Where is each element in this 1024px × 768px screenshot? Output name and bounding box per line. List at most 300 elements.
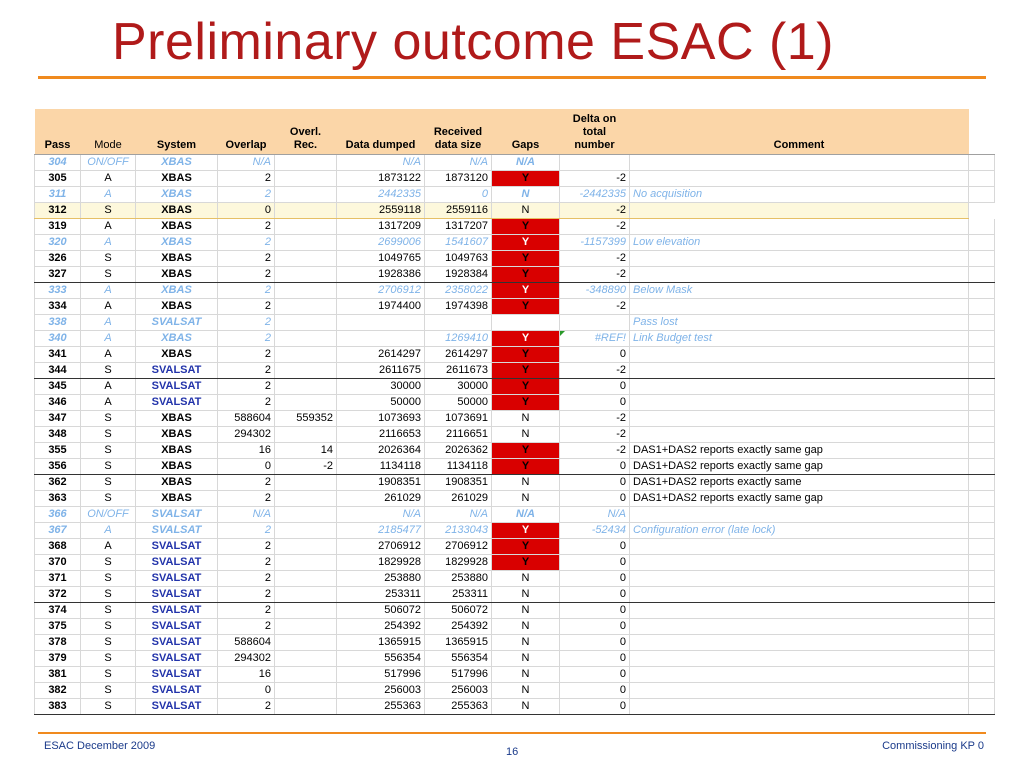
cell-dumped: 1873122 [337, 171, 425, 187]
cell-mode: S [81, 411, 136, 427]
cell-comment [630, 555, 969, 571]
cell-pass: 367 [35, 523, 81, 539]
cell-overlap: 16 [218, 443, 275, 459]
cell-comment [630, 651, 969, 667]
cell-gaps: N/A [492, 507, 560, 523]
header-delta: Delta on total number [560, 109, 630, 155]
cell-comment: Pass lost [630, 315, 969, 331]
cell-comment: Low elevation [630, 235, 969, 251]
cell-overl [275, 251, 337, 267]
cell-overl [275, 699, 337, 715]
cell-overl [275, 267, 337, 283]
cell-gaps: N [492, 491, 560, 507]
cell-overl [275, 155, 337, 171]
cell-mode: S [81, 427, 136, 443]
cell-overl [275, 379, 337, 395]
table-row [35, 315, 995, 331]
cell-system: XBAS [136, 251, 218, 267]
cell-pass: 326 [35, 251, 81, 267]
cell-system: XBAS [136, 235, 218, 251]
cell-dumped: 556354 [337, 651, 425, 667]
header-system: System [136, 109, 218, 155]
cell-delta: 0 [560, 571, 630, 587]
cell-dumped: 506072 [337, 603, 425, 619]
cell-filler [969, 203, 995, 219]
cell-delta: -2 [560, 411, 630, 427]
cell-system: XBAS [136, 411, 218, 427]
cell-dumped: 1829928 [337, 555, 425, 571]
cell-pass: 327 [35, 267, 81, 283]
table-row [35, 475, 995, 491]
cell-delta: 0 [560, 395, 630, 411]
cell-gaps: Y [492, 219, 560, 235]
cell-delta: -2 [560, 171, 630, 187]
cell-overlap: 2 [218, 299, 275, 315]
cell-dumped: 50000 [337, 395, 425, 411]
cell-dumped: 2559118 [337, 203, 425, 219]
cell-system: XBAS [136, 459, 218, 475]
table-row [35, 219, 995, 235]
table-row [35, 395, 995, 411]
cell-overl [275, 331, 337, 347]
cell-overlap: 2 [218, 347, 275, 363]
table-row [35, 619, 995, 635]
table-row [35, 523, 995, 539]
cell-system: SVALSAT [136, 555, 218, 571]
table-row [35, 379, 995, 395]
cell-gaps: Y [492, 235, 560, 251]
cell-dumped: 30000 [337, 379, 425, 395]
cell-filler [969, 299, 995, 315]
cell-gaps: N [492, 619, 560, 635]
cell-overlap: 16 [218, 667, 275, 683]
table-row [35, 427, 995, 443]
cell-overlap: 2 [218, 379, 275, 395]
cell-pass: 333 [35, 283, 81, 299]
cell-received: 2614297 [425, 347, 492, 363]
cell-comment [630, 251, 969, 267]
table-row [35, 411, 995, 427]
cell-received: 1928384 [425, 267, 492, 283]
cell-dumped: 255363 [337, 699, 425, 715]
cell-filler [969, 475, 995, 491]
cell-mode: S [81, 555, 136, 571]
table-row [35, 443, 995, 459]
cell-mode: S [81, 587, 136, 603]
cell-comment: DAS1+DAS2 reports exactly same gap [630, 443, 969, 459]
cell-filler [969, 235, 995, 251]
cell-received: 2026362 [425, 443, 492, 459]
cell-overlap: N/A [218, 507, 275, 523]
cell-dumped: 2614297 [337, 347, 425, 363]
cell-mode: A [81, 299, 136, 315]
cell-pass: 379 [35, 651, 81, 667]
cell-overlap: 2 [218, 619, 275, 635]
cell-system: SVALSAT [136, 379, 218, 395]
cell-mode: S [81, 491, 136, 507]
cell-system: XBAS [136, 155, 218, 171]
cell-filler [969, 331, 995, 347]
cell-overl [275, 427, 337, 443]
cell-comment [630, 203, 969, 219]
cell-pass: 382 [35, 683, 81, 699]
cell-comment: Link Budget test [630, 331, 969, 347]
cell-system: SVALSAT [136, 667, 218, 683]
cell-delta: 0 [560, 347, 630, 363]
cell-filler [969, 699, 995, 715]
cell-filler [969, 219, 995, 235]
cell-comment: DAS1+DAS2 reports exactly same gap [630, 459, 969, 475]
cell-overl [275, 619, 337, 635]
cell-system: SVALSAT [136, 683, 218, 699]
cell-mode: S [81, 443, 136, 459]
cell-dumped: 1928386 [337, 267, 425, 283]
cell-pass: 356 [35, 459, 81, 475]
cell-dumped: 254392 [337, 619, 425, 635]
cell-overlap: 294302 [218, 427, 275, 443]
cell-overl [275, 555, 337, 571]
cell-comment [630, 299, 969, 315]
cell-received: 2358022 [425, 283, 492, 299]
cell-overlap: 2 [218, 571, 275, 587]
cell-received: 506072 [425, 603, 492, 619]
cell-pass: 378 [35, 635, 81, 651]
cell-dumped: 1365915 [337, 635, 425, 651]
cell-mode: S [81, 699, 136, 715]
cell-received: 1908351 [425, 475, 492, 491]
cell-filler [969, 251, 995, 267]
cell-gaps: N [492, 635, 560, 651]
cell-overl [275, 651, 337, 667]
cell-gaps: N [492, 667, 560, 683]
cell-received: 254392 [425, 619, 492, 635]
cell-pass: 345 [35, 379, 81, 395]
cell-gaps [492, 315, 560, 331]
cell-overl [275, 539, 337, 555]
cell-filler [969, 427, 995, 443]
cell-mode: S [81, 475, 136, 491]
cell-gaps: Y [492, 267, 560, 283]
cell-mode: A [81, 379, 136, 395]
cell-mode: S [81, 635, 136, 651]
cell-received: 1269410 [425, 331, 492, 347]
cell-delta: #REF! [560, 331, 630, 347]
cell-gaps: N [492, 651, 560, 667]
cell-received: 1049763 [425, 251, 492, 267]
cell-system: XBAS [136, 219, 218, 235]
header-pass: Pass [35, 109, 81, 155]
cell-filler [969, 539, 995, 555]
table-row [35, 491, 995, 507]
cell-overl [275, 523, 337, 539]
cell-delta: -2 [560, 363, 630, 379]
cell-overl [275, 667, 337, 683]
cell-pass: 347 [35, 411, 81, 427]
cell-overl [275, 187, 337, 203]
cell-filler [969, 683, 995, 699]
cell-mode: ON/OFF [81, 155, 136, 171]
cell-dumped: 253311 [337, 587, 425, 603]
cell-delta: -2 [560, 443, 630, 459]
cell-mode: A [81, 283, 136, 299]
cell-received: 517996 [425, 667, 492, 683]
cell-mode: A [81, 315, 136, 331]
cell-received: 50000 [425, 395, 492, 411]
cell-mode: A [81, 523, 136, 539]
table-row [35, 171, 995, 187]
cell-system: SVALSAT [136, 363, 218, 379]
cell-delta: -2 [560, 219, 630, 235]
cell-system: SVALSAT [136, 507, 218, 523]
cell-received: 2559116 [425, 203, 492, 219]
table-row [35, 603, 995, 619]
cell-filler [969, 507, 995, 523]
cell-filler [969, 187, 995, 203]
cell-pass: 344 [35, 363, 81, 379]
cell-filler [969, 523, 995, 539]
cell-mode: A [81, 539, 136, 555]
cell-system: SVALSAT [136, 523, 218, 539]
cell-pass: 340 [35, 331, 81, 347]
cell-overlap: 2 [218, 587, 275, 603]
header-mode: Mode [81, 109, 136, 155]
cell-comment [630, 635, 969, 651]
cell-overlap: 0 [218, 683, 275, 699]
cell-received: 261029 [425, 491, 492, 507]
cell-system: XBAS [136, 347, 218, 363]
cell-comment [630, 363, 969, 379]
cell-system: XBAS [136, 299, 218, 315]
cell-received: 1873120 [425, 171, 492, 187]
cell-system: SVALSAT [136, 587, 218, 603]
cell-pass: 319 [35, 219, 81, 235]
cell-system: SVALSAT [136, 651, 218, 667]
cell-mode: S [81, 651, 136, 667]
cell-mode: S [81, 459, 136, 475]
cell-filler [969, 571, 995, 587]
cell-filler [969, 283, 995, 299]
pass-outcome-table [34, 109, 995, 715]
cell-overlap: 2 [218, 187, 275, 203]
cell-overlap: 2 [218, 539, 275, 555]
cell-received [425, 315, 492, 331]
cell-dumped: 517996 [337, 667, 425, 683]
cell-comment [630, 379, 969, 395]
cell-comment [630, 571, 969, 587]
cell-overl [275, 171, 337, 187]
cell-system: SVALSAT [136, 539, 218, 555]
cell-filler [969, 347, 995, 363]
cell-mode: A [81, 219, 136, 235]
cell-received: 256003 [425, 683, 492, 699]
cell-overl [275, 475, 337, 491]
cell-mode: A [81, 171, 136, 187]
cell-overlap: 2 [218, 219, 275, 235]
cell-overlap: 2 [218, 491, 275, 507]
cell-delta: 0 [560, 539, 630, 555]
cell-pass: 348 [35, 427, 81, 443]
cell-gaps: Y [492, 459, 560, 475]
cell-overlap: 588604 [218, 635, 275, 651]
cell-comment: DAS1+DAS2 reports exactly same [630, 475, 969, 491]
header-gaps: Gaps [492, 109, 560, 155]
cell-mode: S [81, 619, 136, 635]
cell-overlap: 2 [218, 699, 275, 715]
cell-gaps: N [492, 475, 560, 491]
header-received-size: Received data size [425, 109, 492, 155]
cell-dumped: 1073693 [337, 411, 425, 427]
cell-gaps: N [492, 203, 560, 219]
header-overl-rec: Overl. Rec. [275, 109, 337, 155]
cell-comment: DAS1+DAS2 reports exactly same gap [630, 491, 969, 507]
cell-comment [630, 619, 969, 635]
footer-rule [38, 732, 986, 734]
cell-overlap: 588604 [218, 411, 275, 427]
cell-delta: 0 [560, 459, 630, 475]
table-row [35, 571, 995, 587]
cell-gaps: N [492, 187, 560, 203]
cell-delta: 0 [560, 587, 630, 603]
cell-pass: 362 [35, 475, 81, 491]
cell-pass: 383 [35, 699, 81, 715]
cell-system: SVALSAT [136, 571, 218, 587]
cell-received: 1317207 [425, 219, 492, 235]
cell-overlap: 2 [218, 363, 275, 379]
cell-overl [275, 587, 337, 603]
cell-gaps: N [492, 603, 560, 619]
cell-mode: A [81, 395, 136, 411]
cell-delta: -52434 [560, 523, 630, 539]
cell-received: 2611673 [425, 363, 492, 379]
cell-pass: 304 [35, 155, 81, 171]
cell-mode: S [81, 363, 136, 379]
cell-overl [275, 683, 337, 699]
cell-pass: 334 [35, 299, 81, 315]
header-data-dumped: Data dumped [337, 109, 425, 155]
cell-dumped: 256003 [337, 683, 425, 699]
table-row [35, 459, 995, 475]
cell-delta: -2442335 [560, 187, 630, 203]
cell-dumped: N/A [337, 155, 425, 171]
cell-mode: S [81, 267, 136, 283]
cell-mode: S [81, 251, 136, 267]
cell-received: 255363 [425, 699, 492, 715]
cell-gaps: Y [492, 395, 560, 411]
cell-comment [630, 395, 969, 411]
cell-overl [275, 299, 337, 315]
cell-pass: 320 [35, 235, 81, 251]
cell-delta: -1157399 [560, 235, 630, 251]
cell-pass: 346 [35, 395, 81, 411]
cell-gaps: Y [492, 379, 560, 395]
cell-comment [630, 603, 969, 619]
cell-filler [969, 603, 995, 619]
cell-system: XBAS [136, 283, 218, 299]
cell-dumped: 2026364 [337, 443, 425, 459]
cell-filler [969, 315, 995, 331]
cell-overlap: 2 [218, 395, 275, 411]
cell-pass: 381 [35, 667, 81, 683]
table-row [35, 203, 995, 219]
cell-gaps: Y [492, 443, 560, 459]
cell-overl [275, 507, 337, 523]
cell-dumped: 2706912 [337, 283, 425, 299]
cell-delta: 0 [560, 491, 630, 507]
cell-delta: 0 [560, 603, 630, 619]
cell-gaps: Y [492, 347, 560, 363]
table-row [35, 683, 995, 699]
cell-overl [275, 283, 337, 299]
cell-overl [275, 395, 337, 411]
cell-overlap: 2 [218, 283, 275, 299]
table-row [35, 539, 995, 555]
table-row [35, 235, 995, 251]
cell-gaps: N/A [492, 155, 560, 171]
header-overlap: Overlap [218, 109, 275, 155]
cell-comment [630, 155, 969, 171]
cell-system: SVALSAT [136, 395, 218, 411]
cell-received: 1541607 [425, 235, 492, 251]
cell-comment: No acquisition [630, 187, 969, 203]
cell-delta: 0 [560, 651, 630, 667]
table-row [35, 507, 995, 523]
cell-comment [630, 171, 969, 187]
cell-pass: 305 [35, 171, 81, 187]
cell-received: 253880 [425, 571, 492, 587]
table-row [35, 651, 995, 667]
cell-received: 2706912 [425, 539, 492, 555]
cell-mode: A [81, 235, 136, 251]
cell-filler [969, 411, 995, 427]
cell-pass: 370 [35, 555, 81, 571]
cell-pass: 338 [35, 315, 81, 331]
cell-overlap: 2 [218, 523, 275, 539]
footer-right-text: Commissioning KP 0 [882, 740, 984, 752]
cell-filler [969, 635, 995, 651]
cell-system: XBAS [136, 443, 218, 459]
cell-pass: 341 [35, 347, 81, 363]
cell-filler [969, 379, 995, 395]
cell-received: 1073691 [425, 411, 492, 427]
cell-dumped: 1908351 [337, 475, 425, 491]
cell-gaps: Y [492, 539, 560, 555]
cell-delta: 0 [560, 683, 630, 699]
table-row [35, 267, 995, 283]
cell-overlap: 0 [218, 203, 275, 219]
cell-comment [630, 219, 969, 235]
cell-overlap: 2 [218, 331, 275, 347]
cell-gaps: N [492, 571, 560, 587]
cell-received: N/A [425, 155, 492, 171]
cell-comment [630, 587, 969, 603]
cell-overlap: 2 [218, 235, 275, 251]
cell-system: SVALSAT [136, 619, 218, 635]
cell-received: 30000 [425, 379, 492, 395]
cell-overlap: 2 [218, 267, 275, 283]
cell-received: 1829928 [425, 555, 492, 571]
cell-comment [630, 539, 969, 555]
cell-filler [969, 363, 995, 379]
cell-system: XBAS [136, 331, 218, 347]
cell-received: 1974398 [425, 299, 492, 315]
cell-comment [630, 427, 969, 443]
footer-left-text: ESAC December 2009 [44, 740, 156, 752]
cell-received: 2133043 [425, 523, 492, 539]
cell-overl [275, 235, 337, 251]
cell-comment [630, 347, 969, 363]
cell-delta: -2 [560, 267, 630, 283]
cell-pass: 366 [35, 507, 81, 523]
